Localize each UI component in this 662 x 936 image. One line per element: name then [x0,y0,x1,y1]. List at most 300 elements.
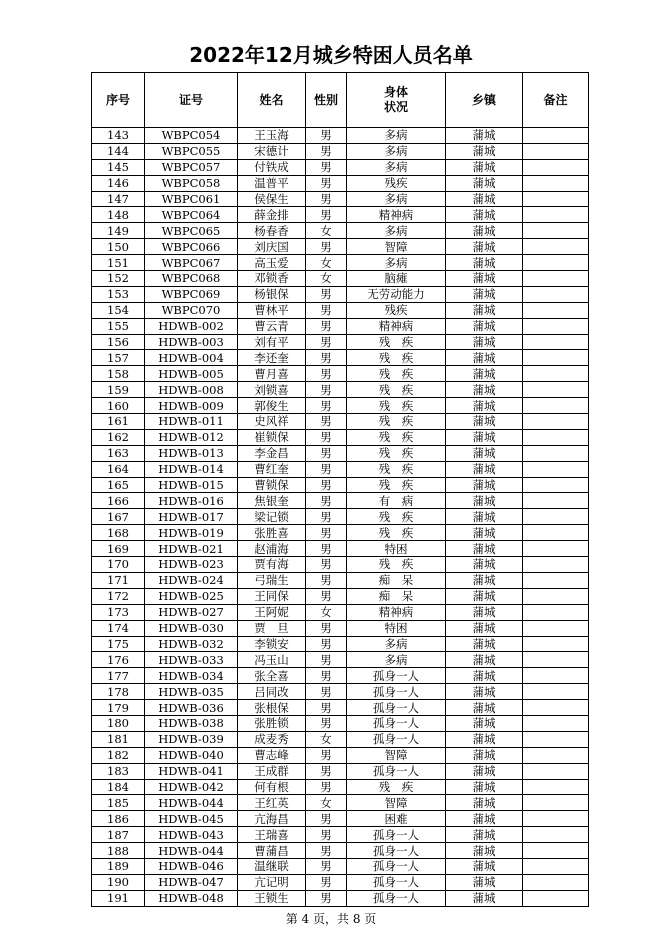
cell-gender: 男 [306,747,347,763]
cell-seq: 149 [92,223,145,239]
table-row [92,636,589,652]
table-row [92,684,589,700]
cell-health: 残 疾 [347,509,446,525]
header-health [347,73,446,128]
cell-remark [523,572,589,588]
cell-name: 曹红奎 [238,461,306,477]
cell-remark [523,747,589,763]
cell-gender: 男 [306,128,347,144]
cell-name: 付铁成 [238,159,306,175]
cell-township: 蒲城 [446,461,523,477]
cell-gender: 女 [306,223,347,239]
table-row [92,334,589,350]
cell-remark [523,223,589,239]
cell-gender: 男 [306,350,347,366]
cell-cert: HDWB-009 [145,398,238,414]
cell-name: 吕同改 [238,684,306,700]
cell-remark [523,302,589,318]
cell-cert: HDWB-008 [145,382,238,398]
cell-health: 残 疾 [347,779,446,795]
table-row [92,890,589,906]
cell-gender: 男 [306,334,347,350]
cell-gender: 男 [306,398,347,414]
cell-township: 蒲城 [446,350,523,366]
cell-name: 李还奎 [238,350,306,366]
cell-remark [523,684,589,700]
cell-name: 李金昌 [238,445,306,461]
cell-township: 蒲城 [446,334,523,350]
cell-remark [523,350,589,366]
cell-remark [523,286,589,302]
cell-remark [523,414,589,430]
cell-township: 蒲城 [446,779,523,795]
cell-health: 残疾 [347,175,446,191]
cell-health: 残 疾 [347,477,446,493]
cell-remark [523,811,589,827]
cell-seq: 181 [92,731,145,747]
cell-seq: 177 [92,668,145,684]
header-remark: 备注 [523,73,589,128]
cell-seq: 153 [92,286,145,302]
cell-remark [523,731,589,747]
cell-township: 蒲城 [446,588,523,604]
cell-name: 邓锁香 [238,271,306,287]
cell-name: 杨春香 [238,223,306,239]
cell-township: 蒲城 [446,843,523,859]
cell-cert: HDWB-033 [145,652,238,668]
cell-seq: 173 [92,604,145,620]
cell-township: 蒲城 [446,525,523,541]
table-row [92,429,589,445]
header-gender: 性别 [306,73,347,128]
cell-gender: 男 [306,858,347,874]
cell-name: 李锁安 [238,636,306,652]
cell-township: 蒲城 [446,493,523,509]
cell-gender: 男 [306,668,347,684]
cell-township: 蒲城 [446,429,523,445]
header-township: 乡镇 [446,73,523,128]
cell-seq: 145 [92,159,145,175]
cell-cert: HDWB-032 [145,636,238,652]
cell-name: 曹月喜 [238,366,306,382]
cell-remark [523,890,589,906]
cell-cert: HDWB-035 [145,684,238,700]
cell-health: 多病 [347,636,446,652]
cell-remark [523,255,589,271]
cell-name: 成麦秀 [238,731,306,747]
cell-name: 薛金排 [238,207,306,223]
cell-gender: 男 [306,652,347,668]
cell-health: 无劳动能力 [347,286,446,302]
cell-gender: 男 [306,318,347,334]
cell-cert: WBPC066 [145,239,238,255]
cell-gender: 男 [306,175,347,191]
cell-township: 蒲城 [446,271,523,287]
cell-cert: HDWB-044 [145,795,238,811]
cell-name: 温普平 [238,175,306,191]
cell-cert: HDWB-015 [145,477,238,493]
table-row [92,747,589,763]
table-row [92,700,589,716]
table-row [92,525,589,541]
cell-name: 何有根 [238,779,306,795]
cell-seq: 169 [92,541,145,557]
cell-township: 蒲城 [446,255,523,271]
cell-name: 张胜锁 [238,715,306,731]
cell-remark [523,271,589,287]
cell-seq: 180 [92,715,145,731]
cell-health: 孤身一人 [347,890,446,906]
cell-remark [523,525,589,541]
table-row [92,128,589,144]
cell-gender: 男 [306,541,347,557]
cell-gender: 女 [306,271,347,287]
table-row [92,143,589,159]
cell-name: 王锁生 [238,890,306,906]
cell-gender: 男 [306,636,347,652]
cell-gender: 男 [306,477,347,493]
cell-township: 蒲城 [446,827,523,843]
cell-seq: 160 [92,398,145,414]
cell-health: 残 疾 [347,429,446,445]
cell-remark [523,207,589,223]
cell-health: 残 疾 [347,445,446,461]
page-footer: 第 4 页，共 8 页 [285,912,377,926]
cell-township: 蒲城 [446,477,523,493]
cell-township: 蒲城 [446,572,523,588]
cell-remark [523,763,589,779]
cell-seq: 175 [92,636,145,652]
header-seq: 序号 [92,73,145,128]
cell-township: 蒲城 [446,128,523,144]
cell-name: 王红英 [238,795,306,811]
cell-gender: 男 [306,588,347,604]
cell-remark [523,652,589,668]
cell-name: 曹林平 [238,302,306,318]
table-row [92,159,589,175]
cell-cert: WBPC058 [145,175,238,191]
cell-remark [523,445,589,461]
cell-gender: 男 [306,843,347,859]
cell-name: 刘庆国 [238,239,306,255]
cell-seq: 155 [92,318,145,334]
cell-township: 蒲城 [446,890,523,906]
table-row [92,763,589,779]
cell-remark [523,779,589,795]
header-health-line1: 身体 [383,85,408,99]
cell-seq: 178 [92,684,145,700]
cell-seq: 179 [92,700,145,716]
cell-cert: HDWB-038 [145,715,238,731]
cell-township: 蒲城 [446,239,523,255]
cell-seq: 171 [92,572,145,588]
cell-cert: HDWB-048 [145,890,238,906]
cell-cert: WBPC064 [145,207,238,223]
cell-health: 多病 [347,143,446,159]
cell-health: 残 疾 [347,414,446,430]
table-row [92,874,589,890]
cell-health: 残 疾 [347,334,446,350]
cell-cert: HDWB-003 [145,334,238,350]
cell-township: 蒲城 [446,811,523,827]
cell-seq: 144 [92,143,145,159]
cell-seq: 147 [92,191,145,207]
cell-gender: 男 [306,874,347,890]
cell-name: 张全喜 [238,668,306,684]
roster-body [92,128,589,907]
cell-township: 蒲城 [446,318,523,334]
cell-name: 宋德计 [238,143,306,159]
cell-name: 刘锁喜 [238,382,306,398]
cell-seq: 150 [92,239,145,255]
table-row [92,588,589,604]
cell-gender: 男 [306,572,347,588]
cell-cert: WBPC067 [145,255,238,271]
cell-remark [523,334,589,350]
cell-seq: 152 [92,271,145,287]
cell-remark [523,604,589,620]
table-row [92,509,589,525]
cell-health: 智障 [347,239,446,255]
cell-gender: 男 [306,414,347,430]
table-row [92,652,589,668]
cell-cert: HDWB-044 [145,843,238,859]
cell-remark [523,620,589,636]
cell-seq: 183 [92,763,145,779]
cell-remark [523,239,589,255]
cell-cert: WBPC070 [145,302,238,318]
cell-remark [523,874,589,890]
cell-gender: 男 [306,461,347,477]
cell-township: 蒲城 [446,366,523,382]
cell-gender: 男 [306,525,347,541]
cell-name: 曹云青 [238,318,306,334]
cell-seq: 148 [92,207,145,223]
cell-health: 特困 [347,620,446,636]
cell-gender: 男 [306,239,347,255]
cell-township: 蒲城 [446,398,523,414]
table-row [92,445,589,461]
cell-health: 残 疾 [347,557,446,573]
cell-name: 赵浦海 [238,541,306,557]
cell-cert: HDWB-016 [145,493,238,509]
cell-health: 脑瘫 [347,271,446,287]
cell-seq: 143 [92,128,145,144]
cell-health: 多病 [347,159,446,175]
cell-seq: 165 [92,477,145,493]
cell-remark [523,398,589,414]
cell-gender: 男 [306,143,347,159]
cell-name: 郭俊生 [238,398,306,414]
cell-name: 焦银奎 [238,493,306,509]
roster-table [91,72,589,907]
cell-gender: 男 [306,286,347,302]
cell-health: 残疾 [347,302,446,318]
cell-seq: 162 [92,429,145,445]
cell-seq: 184 [92,779,145,795]
cell-cert: HDWB-011 [145,414,238,430]
cell-remark [523,366,589,382]
cell-health: 多病 [347,191,446,207]
cell-health: 精神病 [347,604,446,620]
cell-seq: 163 [92,445,145,461]
cell-township: 蒲城 [446,858,523,874]
cell-health: 残 疾 [347,350,446,366]
cell-health: 孤身一人 [347,715,446,731]
cell-gender: 男 [306,207,347,223]
cell-remark [523,429,589,445]
cell-gender: 男 [306,557,347,573]
table-row [92,477,589,493]
cell-cert: HDWB-019 [145,525,238,541]
table-row [92,620,589,636]
cell-gender: 男 [306,700,347,716]
cell-health: 多病 [347,128,446,144]
cell-seq: 174 [92,620,145,636]
table-row [92,843,589,859]
cell-township: 蒲城 [446,302,523,318]
cell-remark [523,493,589,509]
cell-name: 王玉海 [238,128,306,144]
cell-cert: WBPC055 [145,143,238,159]
table-row [92,175,589,191]
table-row [92,461,589,477]
cell-health: 多病 [347,255,446,271]
cell-township: 蒲城 [446,191,523,207]
cell-cert: HDWB-036 [145,700,238,716]
cell-remark [523,557,589,573]
table-row [92,715,589,731]
cell-cert: HDWB-027 [145,604,238,620]
table-row [92,239,589,255]
header-health-line2: 状况 [383,100,408,114]
cell-health: 智障 [347,747,446,763]
cell-name: 曹志峰 [238,747,306,763]
cell-cert: HDWB-004 [145,350,238,366]
cell-name: 张根保 [238,700,306,716]
cell-name: 曹蒲昌 [238,843,306,859]
cell-gender: 男 [306,382,347,398]
cell-remark [523,382,589,398]
table-row [92,572,589,588]
table-row [92,318,589,334]
cell-seq: 190 [92,874,145,890]
cell-health: 多病 [347,652,446,668]
cell-cert: HDWB-041 [145,763,238,779]
table-row [92,398,589,414]
cell-health: 残 疾 [347,398,446,414]
cell-cert: WBPC069 [145,286,238,302]
cell-seq: 187 [92,827,145,843]
cell-health: 精神病 [347,318,446,334]
cell-health: 残 疾 [347,525,446,541]
cell-seq: 170 [92,557,145,573]
cell-seq: 182 [92,747,145,763]
cell-name: 贾有海 [238,557,306,573]
cell-seq: 156 [92,334,145,350]
cell-township: 蒲城 [446,795,523,811]
cell-cert: HDWB-012 [145,429,238,445]
cell-cert: WBPC065 [145,223,238,239]
cell-cert: HDWB-023 [145,557,238,573]
cell-health: 孤身一人 [347,858,446,874]
cell-health: 有 病 [347,493,446,509]
cell-gender: 男 [306,493,347,509]
cell-township: 蒲城 [446,223,523,239]
table-row [92,271,589,287]
cell-name: 侯保生 [238,191,306,207]
cell-cert: HDWB-025 [145,588,238,604]
cell-township: 蒲城 [446,604,523,620]
cell-remark [523,318,589,334]
cell-health: 特困 [347,541,446,557]
cell-seq: 158 [92,366,145,382]
cell-seq: 154 [92,302,145,318]
cell-name: 弓瑞生 [238,572,306,588]
cell-township: 蒲城 [446,541,523,557]
cell-cert: HDWB-013 [145,445,238,461]
cell-township: 蒲城 [446,652,523,668]
cell-seq: 161 [92,414,145,430]
cell-remark [523,668,589,684]
cell-township: 蒲城 [446,175,523,191]
cell-name: 冯玉山 [238,652,306,668]
cell-township: 蒲城 [446,715,523,731]
table-row [92,223,589,239]
table-row [92,541,589,557]
cell-seq: 186 [92,811,145,827]
cell-health: 精神病 [347,207,446,223]
cell-name: 张胜喜 [238,525,306,541]
cell-cert: HDWB-021 [145,541,238,557]
cell-gender: 男 [306,811,347,827]
cell-seq: 151 [92,255,145,271]
cell-gender: 女 [306,731,347,747]
cell-seq: 164 [92,461,145,477]
cell-health: 智障 [347,795,446,811]
table-row [92,795,589,811]
cell-cert: HDWB-024 [145,572,238,588]
table-row [92,286,589,302]
cell-seq: 191 [92,890,145,906]
table-row [92,858,589,874]
table-row [92,207,589,223]
cell-seq: 167 [92,509,145,525]
cell-name: 王阿妮 [238,604,306,620]
cell-cert: HDWB-039 [145,731,238,747]
cell-remark [523,477,589,493]
cell-remark [523,175,589,191]
cell-name: 贾 旦 [238,620,306,636]
cell-seq: 185 [92,795,145,811]
cell-gender: 男 [306,763,347,779]
table-row [92,811,589,827]
cell-gender: 男 [306,302,347,318]
cell-gender: 男 [306,890,347,906]
cell-cert: HDWB-045 [145,811,238,827]
table-row [92,668,589,684]
cell-seq: 168 [92,525,145,541]
cell-township: 蒲城 [446,763,523,779]
cell-cert: HDWB-030 [145,620,238,636]
cell-name: 温继联 [238,858,306,874]
cell-name: 梁记锁 [238,509,306,525]
table-row [92,366,589,382]
table-row [92,350,589,366]
cell-name: 亢海昌 [238,811,306,827]
cell-name: 王同保 [238,588,306,604]
cell-gender: 男 [306,620,347,636]
